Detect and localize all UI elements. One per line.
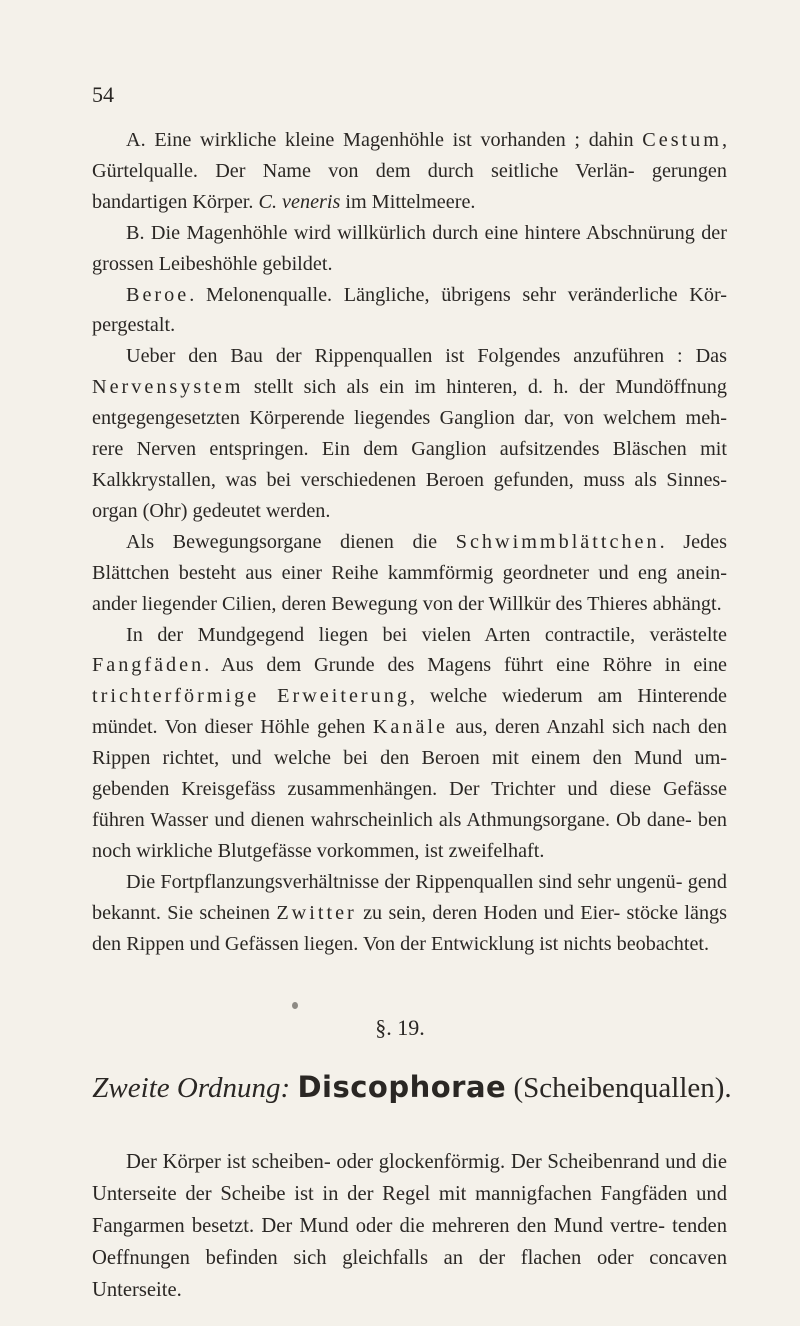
text-run: Ueber den Bau der Rippenquallen ist Folgendes anzuführen : Das [126,345,727,368]
section-heading [92,1070,732,1105]
text-run: , Gürtelqualle. Der Name von dem durch seitliche Verlän- gerungen bandartigen Körper. [92,129,727,213]
term-schwimmblaettchen: Schwimmblättchen [455,530,660,553]
paragraph-fortpflanzung [92,867,727,960]
text-run: . Jedes Blättchen besteht aus einer Reihe kammförmig geordneter und eng anein- ander liegender Cilien, deren Bewegung von der Willkür des Thieres abhängt. [92,530,727,615]
text-run: Als Bewegungsorgane dienen die [126,530,456,553]
order-label: Zweite Ordnung: [92,1072,291,1104]
genus-name: Cestum [642,129,722,151]
text-run: im Mittelmeere. [340,190,476,213]
paragraph-b [92,218,727,280]
paragraph-discophorae: Der Körper ist scheiben- oder glockenförmig. Der Scheibenrand und die Unterseite der Scheibe ist in der Regel mit mannigfachen Fangfäden und Fangarmen besetzt. Der Mund oder die mehreren den Mund vertre- tenden Oeffnungen befinden sich gleichfalls an der flachen oder concaven Unterseite. [92,1151,727,1301]
paragraph-beroe [92,280,727,342]
paragraph-nervensystem [92,341,727,526]
text-run: aus, deren Anzahl sich nach den Rippen richtet, und welche bei den Beroen mit einem den Mund um- gebenden Kreisgefäss zusammenhängen. Der Trichter und diese Gefässe führen Wasser und dienen wahrscheinlich als Athmungsorgane. Ob dane- ben noch wirkliche Blutgefässe vorkommen, ist zweifelhaft. [92,716,727,862]
paragraph-bewegungsorgane [92,527,727,620]
order-taxon: Discophorae [297,1070,507,1104]
text-run: B. Die Magenhöhle wird willkürlich durch eine hintere Abschnürung der grossen Leibeshöhle gebildet. [92,221,727,275]
term-kanaele: Kanäle [372,716,449,739]
text-run: zu sein, deren Hoden und Eier- stöcke längs den Rippen und Gefässen liegen. Von der Entwicklung ist nichts beobachtet. [92,901,728,955]
text-run: stellt sich als ein im hinteren, d. h. der Mundöffnung entgegengesetzten Körperende liegendes Ganglion dar, von welchem meh- rere Nerven entspringen. Ein dem Ganglion aufsitzendes Bläschen mit Kalkkrystallen, was bei verschiedenen Beroen gefunden, muss als Sinnes- organ (Ohr) gedeutet werden. [92,376,727,522]
ink-speck [292,1002,298,1009]
term-trichter: trichterförmige Erweiterung [92,685,410,708]
paragraph-mundgegend [92,620,727,867]
paragraph-cestum [92,125,727,218]
text-run: . Melonenqualle. Längliche, übrigens sehr veränderliche Kör- pergestalt. [92,283,727,337]
species-name: C. veneris [258,190,341,213]
text-run: In der Mundgegend liegen bei vielen Arten contractile, verästelte [126,623,727,646]
text-run: Die Fortpflanzungsverhältnisse der Rippenquallen sind sehr ungenü- gend bekannt. Sie scheinen [92,870,727,924]
term-zwitter: Zwitter [276,901,357,924]
term-fangfaeden: Fangfäden [92,654,205,677]
intro-text [92,1146,727,1306]
section-number: §. 19. [375,1015,425,1040]
term-nervensystem: Nervensystem [92,376,244,399]
text-run: . Aus dem Grunde des Magens führt eine Röhre in eine [204,654,727,677]
genus-name: Beroe [126,283,190,306]
page-number: 54 [92,82,114,107]
order-common-name: (Scheibenquallen). [513,1072,732,1104]
body-text [92,125,727,959]
text-run: A. Eine wirkliche kleine Magenhöhle ist vorhanden ; dahin [126,129,643,151]
text-run: , welche wiederum am Hinterende mündet. Von dieser Höhle gehen [92,685,727,739]
